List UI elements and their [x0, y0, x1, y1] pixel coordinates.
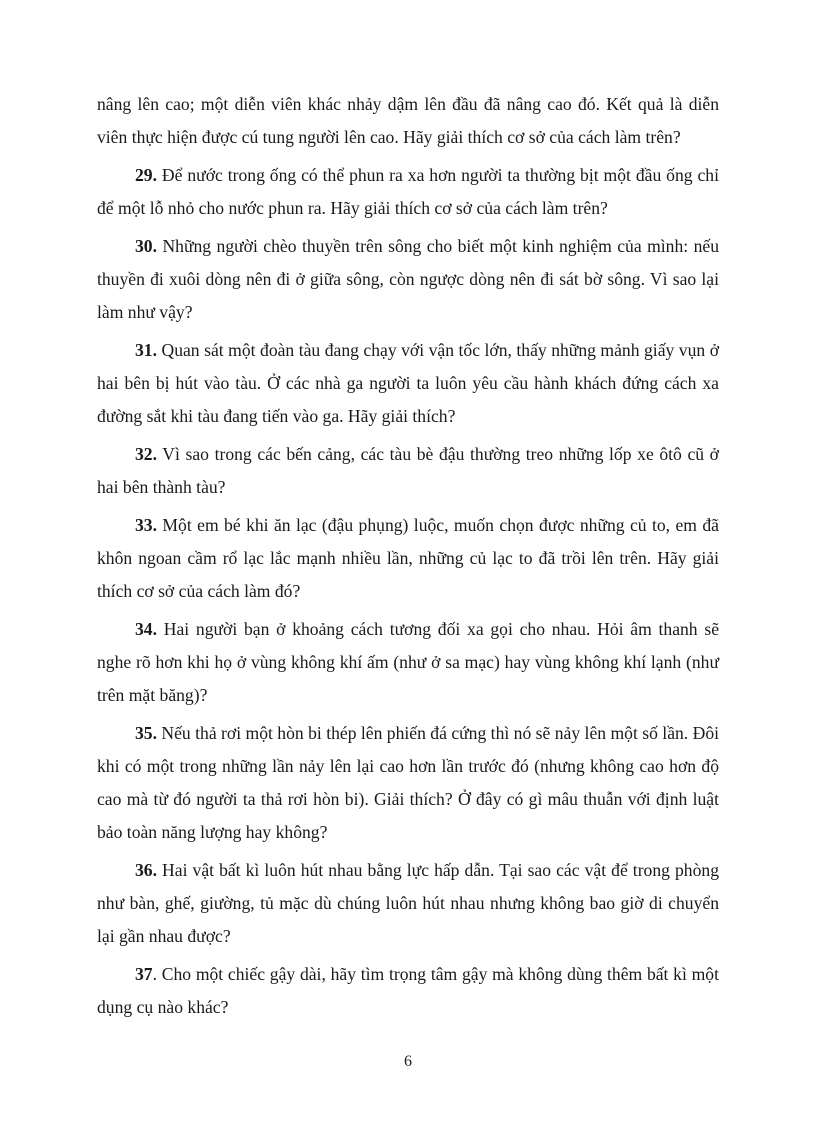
- question-text: . Cho một chiếc gậy dài, hãy tìm trọng tâm gậy mà không dùng thêm bất kì một dụng cụ nào khác?: [97, 964, 719, 1017]
- question-text: Nếu thả rơi một hòn bi thép lên phiến đá cứng thì nó sẽ nảy lên một số lần. Đôi khi có một trong những lần nảy lên lại cao hơn lần trước đó (nhưng không cao hơn độ cao mà từ đó người ta thả rơi hòn bi). Giải thích? Ở đây có gì mâu thuẫn với định luật bảo toàn năng lượng hay không?: [97, 723, 719, 842]
- question-31: [97, 334, 719, 433]
- question-34: [97, 613, 719, 712]
- question-number: 29.: [135, 165, 157, 185]
- question-text: Để nước trong ống có thể phun ra xa hơn người ta thường bịt một đầu ống chỉ để một lỗ nhỏ cho nước phun ra. Hãy giải thích cơ sở của cách làm trên?: [97, 165, 719, 218]
- question-text: Quan sát một đoàn tàu đang chạy với vận tốc lớn, thấy những mảnh giấy vụn ở hai bên bị hút vào tàu. Ở các nhà ga người ta luôn yêu cầu hành khách đứng cách xa đường sắt khi tàu đang tiến vào ga. Hãy giải thích?: [97, 340, 719, 426]
- question-30: [97, 230, 719, 329]
- question-32: [97, 438, 719, 504]
- question-33: [97, 509, 719, 608]
- question-text: Hai vật bất kì luôn hút nhau bằng lực hấp dẫn. Tại sao các vật để trong phòng như bàn, ghế, giường, tủ mặc dù chúng luôn hút nhau nhưng không bao giờ di chuyển lại gần nhau được?: [97, 860, 719, 946]
- question-text: Một em bé khi ăn lạc (đậu phụng) luộc, muốn chọn được những củ to, em đã khôn ngoan cầm rổ lạc lắc mạnh nhiều lần, những củ lạc to đã trồi lên trên. Hãy giải thích cơ sở của cách làm đó?: [97, 515, 719, 601]
- question-number: 36.: [135, 860, 157, 880]
- question-text: Những người chèo thuyền trên sông cho biết một kinh nghiệm của mình: nếu thuyền đi xuôi dòng nên đi ở giữa sông, còn ngược dòng nên đi sát bờ sông. Vì sao lại làm như vậy?: [97, 236, 719, 322]
- page-number: 6: [404, 1053, 412, 1070]
- question-number: 31.: [135, 340, 157, 360]
- question-number: 32.: [135, 444, 157, 464]
- question-text: Vì sao trong các bến cảng, các tàu bè đậu thường treo những lốp xe ôtô cũ ở hai bên thành tàu?: [97, 444, 719, 497]
- question-number: 35.: [135, 723, 157, 743]
- question-number: 33.: [135, 515, 157, 535]
- document-page: [97, 88, 719, 1029]
- question-29: [97, 159, 719, 225]
- question-number: 30.: [135, 236, 157, 256]
- question-35: [97, 717, 719, 849]
- question-text: Hai người bạn ở khoảng cách tương đối xa gọi cho nhau. Hỏi âm thanh sẽ nghe rõ hơn khi họ ở vùng không khí ấm (như ở sa mạc) hay vùng không khí lạnh (như trên mặt băng)?: [97, 619, 719, 705]
- question-36: [97, 854, 719, 953]
- question-37: [97, 958, 719, 1024]
- question-number: 37: [135, 964, 153, 984]
- continuation-paragraph: nâng lên cao; một diễn viên khác nhảy dậm lên đầu đã nâng cao đó. Kết quả là diễn viên thực hiện được cú tung người lên cao. Hãy giải thích cơ sở của cách làm trên?: [97, 94, 719, 147]
- question-number: 34.: [135, 619, 157, 639]
